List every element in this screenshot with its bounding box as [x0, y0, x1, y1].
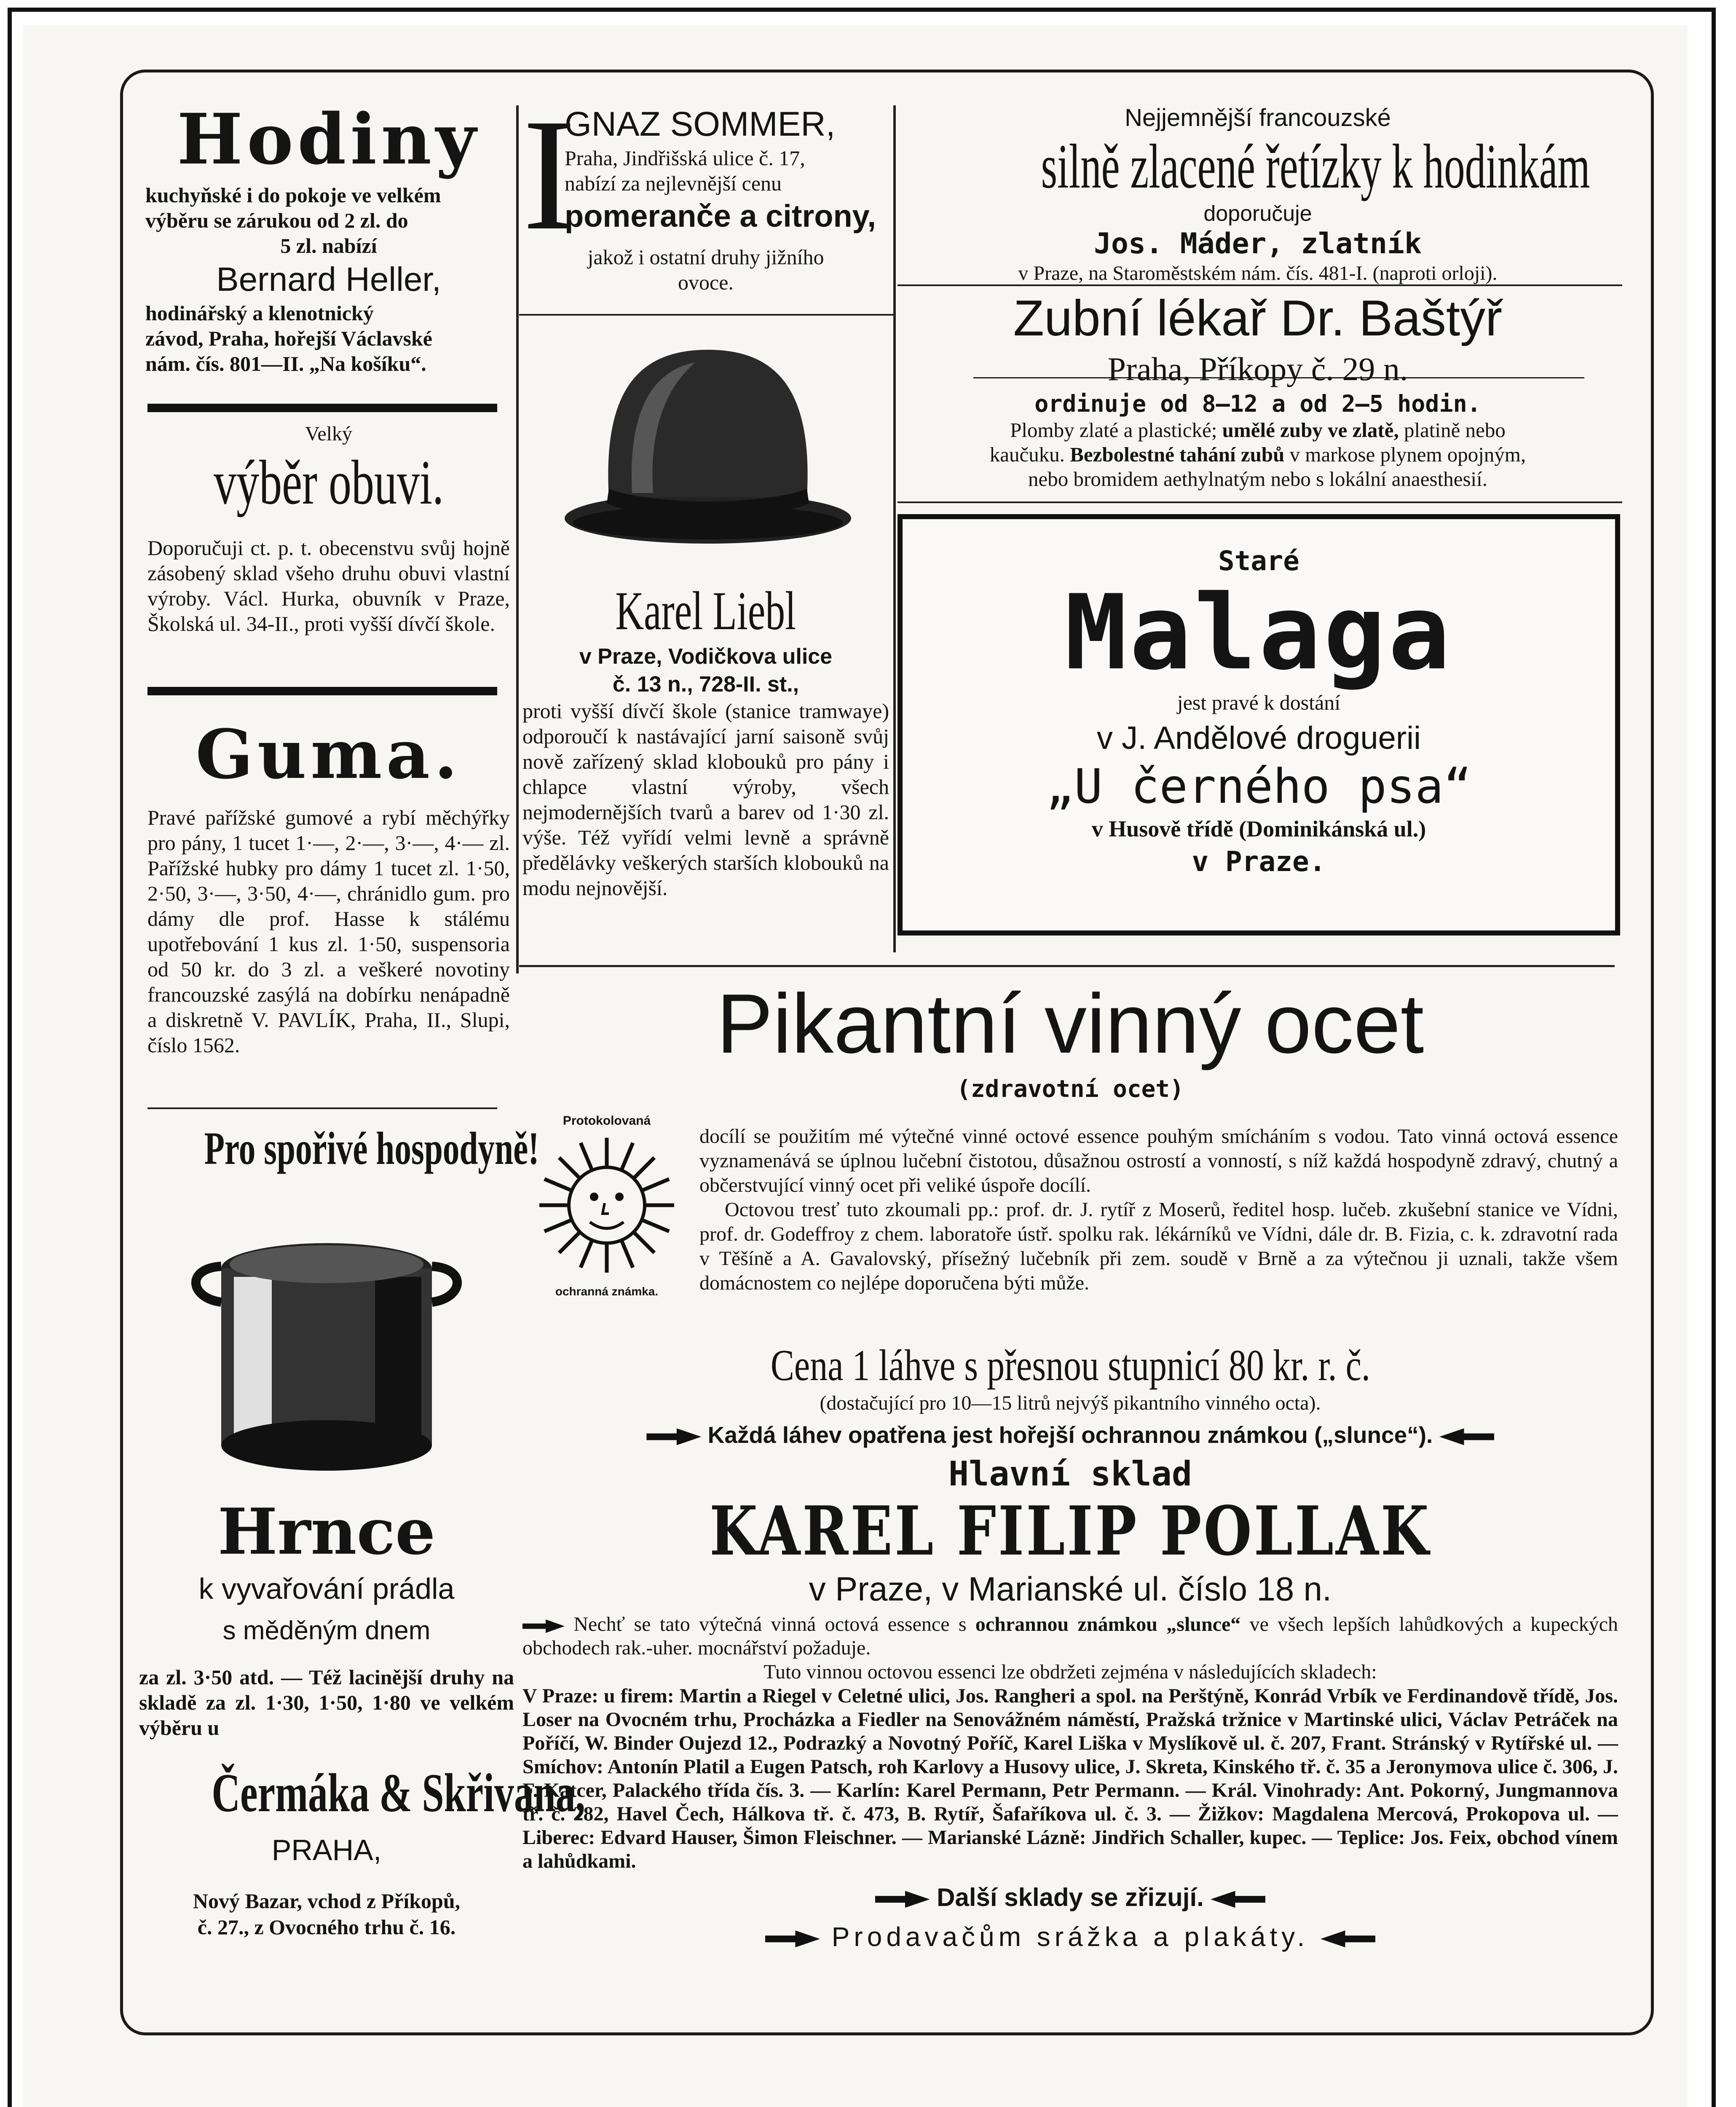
liebl-line: č. 13 n., 728-II. st., — [612, 672, 799, 697]
ad-hodiny — [145, 98, 512, 375]
zubni-text: kaučuku. — [989, 443, 1065, 466]
zubni-title: Zubní lékař Dr. Baštýř — [1013, 290, 1503, 346]
hodiny-name: Bernard Heller, — [216, 260, 441, 298]
ad-sommer — [522, 86, 889, 310]
hrnce-text: za zl. 3·50 atd. — Též lacinější druhy na skladě za zl. 1·30, 1·50, 1·80 ve velkém výběru u — [139, 1665, 514, 1740]
ocet-footer — [522, 1340, 1618, 2023]
hrnce-addr2: č. 27., z Ovocného trhu č. 16. — [197, 1915, 456, 1939]
malaga-pre: Staré — [1218, 546, 1299, 577]
mader-line: doporučuje — [1203, 201, 1312, 226]
hodiny-title: Hodiny — [177, 98, 480, 180]
hodiny-line: závod, Praha, hořejší Václavské — [145, 327, 432, 350]
hodiny-line: výběru se zárukou od 2 zl. do — [145, 209, 408, 232]
ocet-sklad: Hlavní sklad — [948, 1454, 1192, 1493]
ocet-note1: Nechť se tato výtečná vinná octová essence s — [573, 1613, 967, 1635]
ocet-para — [699, 1124, 1618, 1343]
ocet-note1-end: ve všech lepších lahůdkových a kupeckých obchodech rak.-uher. mocnářství požaduje. — [522, 1613, 1618, 1659]
mader-addr: v Praze, na Staroměstském nám. čís. 481-I. (naproti orloji). — [1018, 262, 1498, 284]
divider-bar — [147, 404, 497, 412]
hodiny-line: kuchyňské i do pokoje ve velkém — [145, 183, 441, 207]
malaga-line: jest pravé k dostání — [1177, 691, 1341, 714]
column-rule-left — [516, 105, 519, 973]
pointing-hand-icon — [875, 1891, 930, 1908]
ocet-firm: KAREL FILIP POLLAK — [710, 1491, 1431, 1571]
ad-liebl — [522, 579, 889, 950]
malaga-shop: v J. Andělové droguerii — [1097, 720, 1421, 756]
malaga-city: v Praze. — [1192, 845, 1326, 878]
zubni-addr: Praha, Příkopy č. 29 n. — [1107, 351, 1408, 387]
sommer-line: Praha, Jindřišská ulice č. 17, — [565, 146, 805, 170]
ad-guma — [147, 716, 510, 1104]
pointing-hand-icon — [1439, 1428, 1494, 1445]
rule-hrnce — [147, 1107, 497, 1109]
hrnce-firm: Čermáka & Skřivana, — [212, 1763, 585, 1823]
ocet-para1: docílí se použitím mé výtečné vinné octové essence pouhým smícháním s vodou. Tato vinná octová essence vyznamenává se úplnou lučební čistotou, důsažnou ostrostí a vonností, s níž každá hospodyně zdravý, chutný a občerstvující vinný ocet při veliké úspoře docílí. — [699, 1125, 1618, 1196]
guma-text: Pravé pařížské gumové a rybí měchýřky pro pány, 1 tucet 1·—, 2·—, 3·—, 4·— zl. Pařížské hubky pro dámy 1 tucet zl. 1·50, 2·50, 3·—, 3·50, 4·—, chránidlo gum. pro dámy dle prof. Hasse k stálému upotřebování 1 kus zl. 1·50, suspensoria od 50 kr. do 3 zl. a veškeré novotiny francouzské zasýlá na dobírku nenápadně a diskretně V. PAVLÍK, Praha, II., Slupi, číslo 1562. — [147, 806, 510, 1057]
zubni-text: platině nebo — [1404, 418, 1506, 442]
rule-sommer — [519, 314, 893, 316]
ocet-prodavac: Prodavačům srážka a plakáty. — [831, 1922, 1309, 1952]
ocet-subtitle: (zdravotní ocet) — [956, 1075, 1184, 1103]
sommer-line: nabízí za nejlevnější cenu — [565, 172, 782, 195]
hodiny-line: hodinářský a klenotnický — [145, 301, 374, 325]
zubni-hours: ordinuje od 8—12 a od 2—5 hodin. — [1034, 390, 1481, 417]
ocet-list: V Praze: u firem: Martin a Riegel v Celetné ulici, Jos. Rangheri a spol. na Perštýně, Konrád Vrbík ve Ferdinandově třídě, Jos. Loser na Ovocném trhu, Procházka a Fiedler na Senovážném náměstí, Pražská tržnice v Martinské ulici, Václav Petráček na Poříčí, W. Binder Oujezd 12., Podrazký a Novotný Poříč, Karel Liška v Myslíkově ul. č. 207, Frant. Stránský v Rytířské ul. — Smíchov: Antonín Platil a Eugen Patsch, roh Karlovy a Husovy ulice, J. Skreta, Kinského tř. č. 35 a Jeronymova ulice č. 306, J. F. Katcer, Palackého třída čís. 3. — Karlín: Karel Permann, Petr Permann. — Král. Vinohrady: Ant. Pokorný, Jungmannova tř. č. 282, Havel Čech, Hálkova tř. č. 473, B. Rytíř, Šafaříkova ul. č. 3. — Žižkov: Magdalena Mercová, Prokopova ul. — Liberec: Edvard Hauser, Šimon Fleischner. — Marianské Lázně: Jindřich Schaller, kupec. — Teplice: Jos. Feix, obchod vínem a lahůdkami. — [522, 1685, 1618, 1872]
zubni-text: umělé zuby ve zlatě, — [1222, 418, 1399, 442]
liebl-name: Karel Liebl — [615, 581, 796, 641]
ocet-note2: Tuto vinnou octovou essenci lze obdržeti zejména v následujících skladech: — [764, 1661, 1377, 1683]
trademark-top: Protokolovaná — [563, 1114, 651, 1128]
hrnce-sub2: s měděným dnem — [222, 1616, 431, 1645]
ad-obuv — [147, 421, 510, 683]
zubni-text: nebo bromidem aethylnatým nebo s lokální anaesthesií. — [1028, 467, 1487, 491]
liebl-line: v Praze, Vodičkova ulice — [579, 644, 833, 669]
hrnce-city: PRAHA, — [271, 1834, 382, 1866]
column-rule-mid — [893, 105, 896, 952]
malaga-title: Malaga — [1064, 573, 1453, 693]
ocet-header — [522, 973, 1618, 1117]
hrnce-addr1: Nový Bazar, vchod z Příkopů, — [193, 1889, 461, 1913]
ocet-notice: Každá láhev opatřena jest hořejší ochrannou známkou („slunce“). — [707, 1422, 1433, 1448]
sommer-line: jakož i ostatní druhy jižního — [587, 245, 824, 269]
liebl-text: proti vyšší dívčí škole (stanice tramwaye) odporoučí k nastávající jarní saisoně svůj nově zařízený sklad klobouků pro pány i chlapce vlastní výroby, všech nejmodernějších tvarů a barev od 1·30 zl. výše. Též vyřídí velmi levně a správně předělávky veškerých starších klobouků na modu nejnovější. — [522, 699, 889, 900]
pointing-hand-icon — [1321, 1930, 1375, 1947]
sommer-line: ovoce. — [678, 271, 734, 294]
rule-zubni — [897, 501, 1622, 503]
ocet-note1-bold: ochrannou známkou „slunce“ — [975, 1613, 1241, 1635]
zubni-text: Bezbolestné tahání zubů — [1070, 443, 1285, 466]
pointing-hand-icon — [522, 1619, 565, 1633]
sommer-name: GNAZ SOMMER, — [565, 105, 836, 143]
zubni-text: Plomby zlaté a plastické; — [1010, 418, 1217, 442]
obuv-title: výběr obuvi. — [214, 448, 444, 517]
guma-title: Guma. — [196, 715, 462, 794]
ocet-firm-addr: v Praze, v Marianské ul. číslo 18 n. — [809, 1570, 1332, 1608]
mader-pre: Nejjemnější francouzské — [1125, 104, 1391, 131]
malaga-line: v Husově třídě (Dominikánská ul.) — [1091, 816, 1426, 842]
hodiny-line: 5 zl. nabízí — [280, 234, 377, 257]
hat-illustration — [544, 337, 872, 565]
trademark-bottom: ochranná známka. — [555, 1285, 659, 1298]
sommer-initial: I — [522, 86, 576, 263]
ocet-trademark — [522, 1112, 691, 1315]
hrnce-headline: Pro spořivé hospodyně! — [204, 1123, 539, 1174]
zubni-text: v markose plynem opojným, — [1289, 443, 1526, 466]
sommer-goods: pomeranče a citrony, — [565, 198, 876, 233]
obuv-pre: Velký — [305, 423, 352, 445]
malaga-sign: „U černého psa“ — [1045, 759, 1472, 814]
ocet-title: Pikantní vinný ocet — [716, 977, 1424, 1071]
obuv-text: Doporučuji ct. p. t. obecenstvu svůj hojně zásobený sklad všeho druhu obuvi vlastní výroby. Václ. Hurka, obuvník v Praze, Školská ul. 34-II., proti vyšší dívčí škole. — [147, 536, 510, 635]
pot-icon — [139, 1193, 514, 1496]
hat-icon — [544, 337, 872, 565]
hrnce-title: Hrnce — [217, 1495, 436, 1569]
ocet-price: Cena 1 láhve s přesnou stupnicí 80 kr. r. č. — [770, 1340, 1370, 1390]
ocet-para2: Octovou tresť tuto zkoumali pp.: prof. dr. J. rytíř z Moserů, ředitel hosp. lučeb. zkušební stanice ve Vídni, prof. dr. Godeffroy z chem. laboratoře ústř. spolku rak. lékárníků ve Vídni, dále dr. B. Fizia, c. k. zdravotní rada v Těšíně a A. Gavalovský, přísežný lučebník při zem. soudě v Brně a za výtečnou ji uznali, takže všem domácnostem co nejlépe doporučena býti může. — [699, 1198, 1618, 1294]
rule-ocet-top — [519, 965, 1615, 967]
ad-malaga — [897, 514, 1620, 936]
ocet-price-note: (dostačující pro 10—15 litrů nejvýš pikantního vinného octa). — [820, 1392, 1321, 1414]
ad-zubni — [900, 291, 1616, 497]
pointing-hand-icon — [646, 1428, 701, 1445]
hodiny-line: nám. čís. 801—II. „Na košíku“. — [145, 352, 426, 375]
pointing-hand-icon — [1211, 1891, 1265, 1908]
hrnce-sub1: k vyvařování prádla — [198, 1572, 455, 1605]
pointing-hand-icon — [765, 1930, 820, 1947]
ocet-dalsi: Další sklady se zřizují. — [937, 1883, 1204, 1911]
ad-mader — [900, 103, 1616, 284]
divider-bar — [147, 687, 497, 695]
mader-title: silně zlacené řetízky k hodinkám — [1041, 131, 1590, 201]
sun-trademark-icon — [531, 1129, 683, 1281]
ad-hrnce — [139, 1117, 585, 2010]
mader-name: Jos. Máder, zlatník — [1094, 227, 1422, 260]
pot-illustration — [139, 1193, 514, 1496]
